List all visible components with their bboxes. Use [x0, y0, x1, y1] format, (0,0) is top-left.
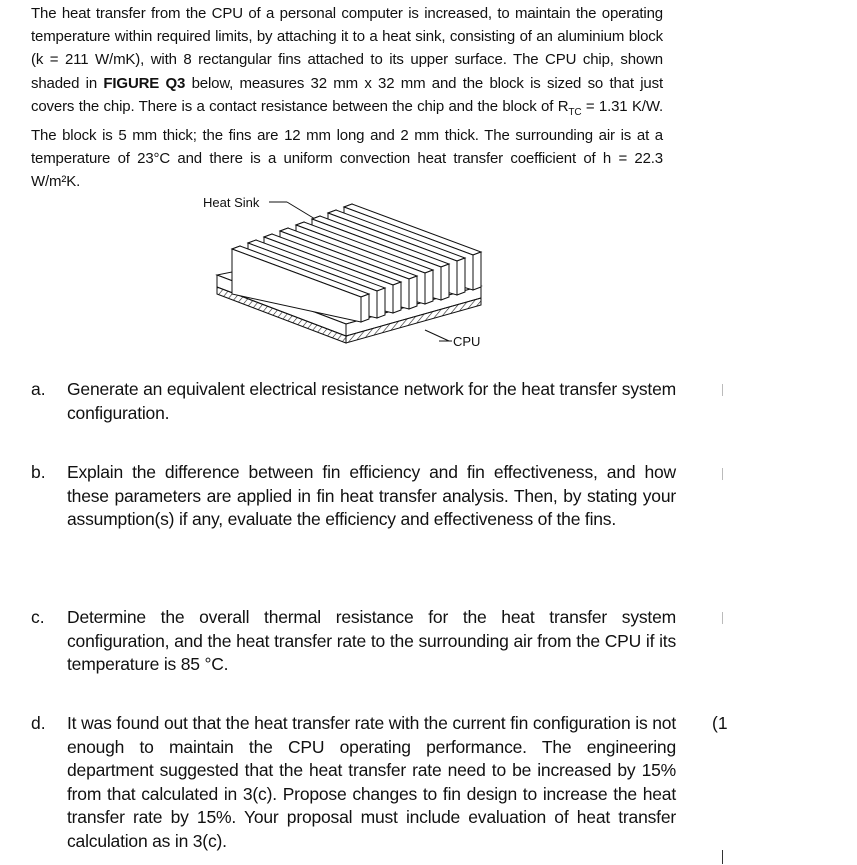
margin-tick-d: [722, 850, 723, 864]
question-b-text: Explain the difference between fin efficiency and fin effectiveness, and how these parameters are applied in fin heat transfer analysis. Then, by stating your assumption(s) if any, evaluate the efficiency and effectiveness of the fins.: [67, 462, 676, 530]
question-b-letter: b.: [31, 462, 46, 482]
intro-text-2: below, measures 32 mm x 32 mm and the block is sized so that just covers the chip. There is a contact resistance between the chip and the block of R: [31, 74, 663, 115]
margin-tick-a: [722, 384, 723, 396]
question-c-text: Determine the overall thermal resistance for the heat transfer system configuration, and the heat transfer rate to the surrounding air from the CPU if its temperature is 85 °C.: [67, 607, 676, 675]
question-a-letter: a.: [31, 379, 46, 399]
heat-sink-label: Heat Sink: [203, 195, 260, 210]
intro-text-3: = 1.31 K/W. The block is 5 mm thick; the fins are 12 mm long and 2 mm thick. The surrounding air is at a temperature of 23°C and there is a uniform convection heat transfer coefficient of h = 22.3 W/m²K.: [31, 97, 664, 191]
heat-sink-figure: [195, 190, 515, 355]
question-a: [31, 378, 676, 425]
problem-statement: [31, 2, 663, 194]
margin-tick-c: [722, 612, 723, 624]
cpu-label: CPU: [453, 334, 481, 349]
margin-tick-b: [722, 468, 723, 480]
question-c: [31, 606, 676, 677]
question-c-letter: c.: [31, 607, 45, 627]
question-d-text: It was found out that the heat transfer rate with the current fin configuration is not enough to maintain the CPU operating performance. The engineering department suggested that the heat transfer rate need to be increased by 15% from that calculated in 3(c). Propose changes to fin design to increase the heat transfer rate by 15%. Your proposal must include evaluation of heat transfer calculation as in 3(c).: [67, 713, 676, 851]
question-d-letter: d.: [31, 713, 46, 733]
cpu-leader: [425, 330, 449, 341]
question-b: [31, 461, 676, 532]
marks-label-d: (1: [712, 713, 728, 733]
intro-text-1: The heat transfer from the CPU of a personal computer is increased, to maintain the operating temperature within required limits, by attaching it to a heat sink, consisting of an aluminium block (k = 211 W/mK), with 8 rectangular fins attached to its upper surface. The CPU chip, shown shaded in: [31, 5, 663, 92]
figure-reference: FIGURE Q3: [103, 74, 186, 92]
question-a-text: Generate an equivalent electrical resistance network for the heat transfer system configuration.: [67, 379, 676, 423]
resistance-subscript: TC: [568, 106, 582, 118]
question-d: [31, 712, 676, 854]
